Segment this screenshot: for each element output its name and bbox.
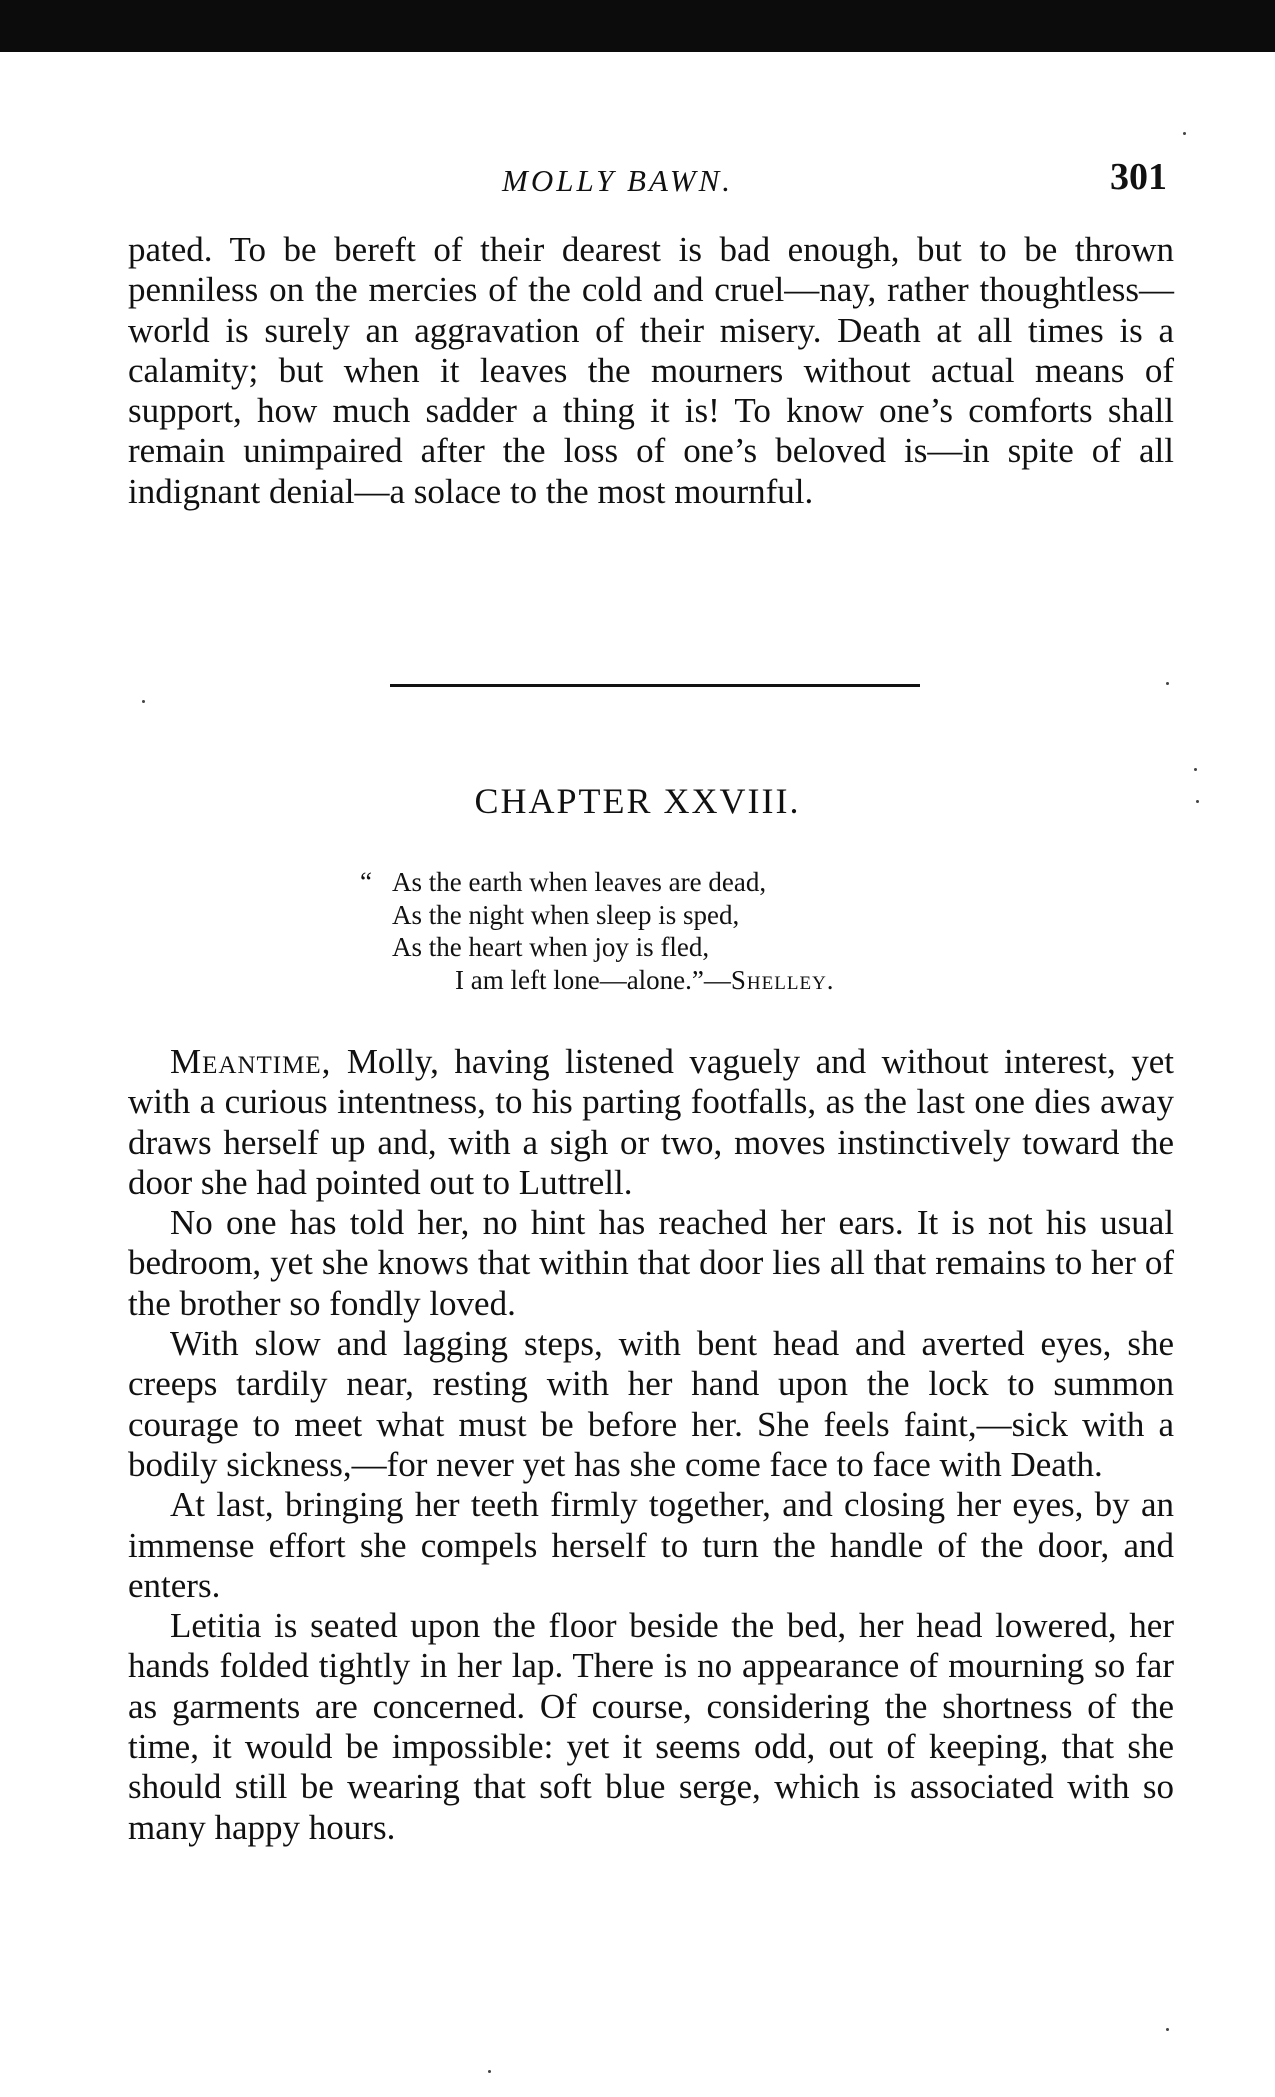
scan-top-border (0, 0, 1275, 52)
chapter-title: CHAPTER XXVIII. (474, 781, 801, 821)
scan-speck (1183, 132, 1186, 135)
body-paragraph: Letitia is seated upon the floor beside the bed, her head lowered, her hands folded tightly in her lap. There is no appearance of mourning so far as garments are concerned. Of course, considering the shortness of the time, it would be impossible: yet it seems odd, out of keeping, that she should still be wearing that soft blue serge, which is associated with so many happy hours. (128, 1606, 1174, 1847)
scan-speck (142, 700, 145, 703)
scan-speck (1196, 800, 1199, 803)
scan-speck (1194, 768, 1197, 771)
body-paragraph: With slow and lagging steps, with bent head and averted eyes, she creeps tardily near, resting with her hand upon the lock to summon courage to meet what must be before her. She feels faint,—sick with a bodily sickness,—for never yet has she come face to face with Death. (128, 1324, 1174, 1484)
body-paragraph: No one has told her, no hint has reached her ears. It is not his usual bedroom, yet she knows that within that door lies all that remains to her of the brother so fondly loved. (128, 1203, 1174, 1323)
epigraph-line: As the earth when leaves are dead, (392, 867, 767, 897)
running-title: MOLLY BAWN. (502, 163, 734, 198)
scan-speck (488, 2070, 491, 2073)
continuation-paragraph: pated. To be bereft of their dearest is bad enough, but to be thrown penniless on the mercies of the cold and cruel—nay, rather thoughtless—world is surely an aggravation of their misery. Death at all times is a calamity; but when it leaves the mourners without actual means of support, how much sadder a thing it is! To know one’s comforts shall remain unimpaired after the loss of one’s beloved is—in spite of all indignant denial—a solace to the most mournful. (128, 230, 1174, 511)
epigraph-line: As the night when sleep is sped, (392, 899, 740, 930)
body-paragraph: At last, bringing her teeth firmly together, and closing her eyes, by an immense effort she compels herself to turn the handle of the door, and enters. (128, 1485, 1174, 1605)
epigraph-line: I am left lone—alone.”— (455, 964, 731, 995)
paragraph-lead-word: Meantime, (170, 1042, 332, 1081)
scan-speck (1166, 682, 1169, 685)
continuation-block (128, 230, 1174, 512)
epigraph-line: As the heart when joy is fled, (392, 932, 710, 962)
paragraph-text: Molly, having listened vaguely and without interest, yet with a curious intentness, to his parting footfalls, as the last one dies away draws herself up and, with a sigh or two, moves instinctively toward the door she had pointed out to Luttrell. (128, 1042, 1174, 1202)
epigraph (360, 866, 1000, 996)
epigraph-attribution: Shelley. (730, 964, 835, 995)
scan-speck (1166, 2028, 1169, 2031)
body-paragraph (128, 1042, 1174, 1203)
page-number: 301 (1110, 156, 1167, 198)
chapter-body (128, 1042, 1174, 1848)
epigraph-open-quote: “ (360, 867, 372, 897)
epigraph-last-line (360, 964, 1000, 997)
running-head (0, 155, 1275, 205)
section-rule (390, 684, 920, 687)
